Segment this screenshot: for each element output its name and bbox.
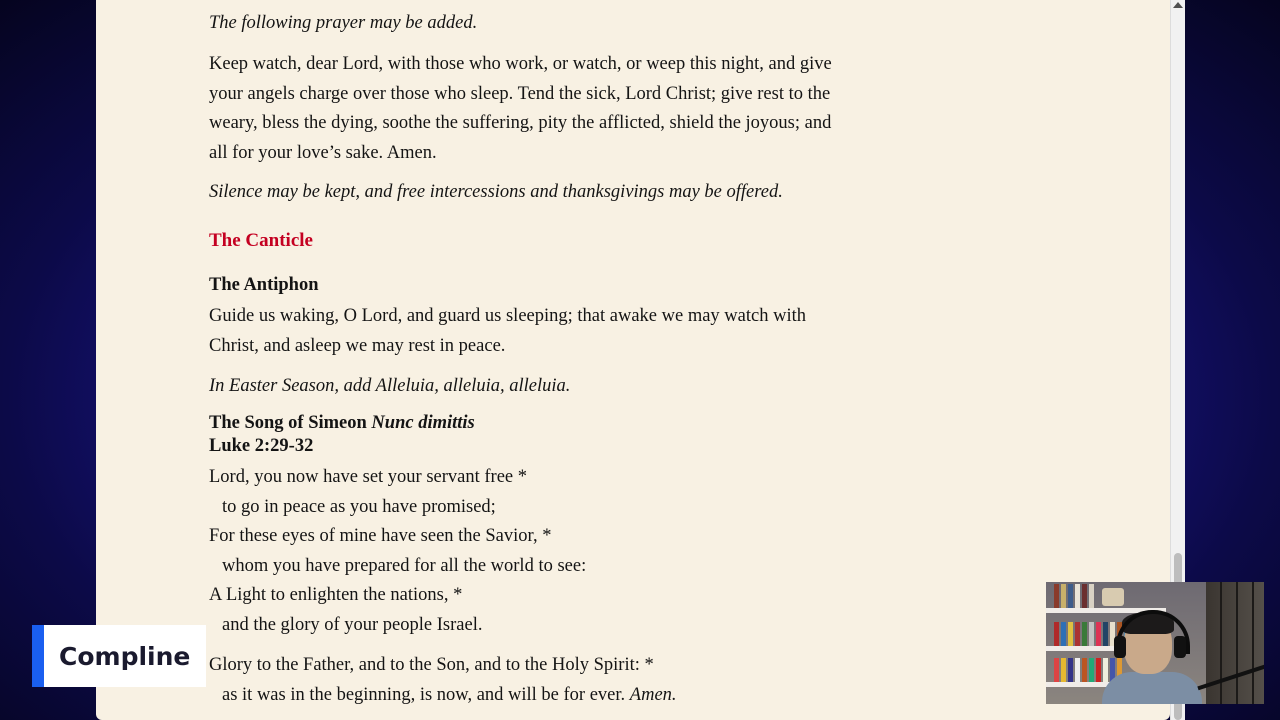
rubric-easter: In Easter Season, add Alleluia, alleluia, alleluia. bbox=[209, 376, 571, 396]
gloria-amen: Amen. bbox=[629, 685, 677, 705]
rubric-silence: Silence may be kept, and free intercessions and thanksgivings may be offered. bbox=[209, 182, 783, 202]
canticle-verses bbox=[209, 463, 869, 641]
headset-earcup-left bbox=[1114, 636, 1126, 658]
antiphon-text: Guide us waking, O Lord, and guard us sleeping; that awake we may watch with Christ, and asleep we may rest in peace. bbox=[209, 306, 806, 356]
section-title: The Canticle bbox=[209, 230, 313, 251]
gloria-line-2 bbox=[209, 681, 677, 711]
document-page bbox=[96, 0, 1170, 720]
canticle-line: whom you have prepared for all the world to see: bbox=[222, 555, 587, 576]
prayer-text: Keep watch, dear Lord, with those who work, or watch, or weep this night, and give your angels charge over those who sleep. Tend the sick, Lord Christ; give rest to the weary, bless the dying, soothe the suffering, pity the afflicted, shield the joyous; and all for your love’s sake. Amen. bbox=[209, 54, 832, 163]
song-latin-title: Nunc dimittis bbox=[371, 413, 475, 433]
lower-third-label: Compline bbox=[59, 641, 191, 671]
canticle-line: and the glory of your people Israel. bbox=[222, 614, 483, 635]
canticle-line: Lord, you now have set your servant free * bbox=[209, 467, 527, 487]
lower-third-accent-bar bbox=[32, 625, 44, 687]
canticle-line: to go in peace as you have promised; bbox=[222, 496, 496, 517]
song-reference: Luke 2:29-32 bbox=[209, 436, 314, 456]
rubric-prayer: The following prayer may be added. bbox=[209, 13, 478, 33]
webcam-overlay bbox=[1046, 582, 1264, 704]
headset-earcup-right bbox=[1174, 636, 1186, 658]
lamp-icon bbox=[1102, 588, 1124, 606]
gloria-line-2-text: as it was in the beginning, is now, and will be for ever. bbox=[222, 685, 626, 705]
canticle-line: For these eyes of mine have seen the Savior, * bbox=[209, 526, 552, 547]
song-title-line bbox=[209, 412, 475, 435]
antiphon-heading: The Antiphon bbox=[209, 275, 319, 295]
canticle-line: A Light to enlighten the nations, * bbox=[209, 585, 463, 606]
gloria-line-1: Glory to the Father, and to the Son, and to the Holy Spirit: * bbox=[209, 655, 654, 675]
scroll-up-arrow-icon[interactable] bbox=[1173, 2, 1183, 8]
lower-third-overlay bbox=[32, 625, 206, 687]
books-row bbox=[1054, 584, 1094, 608]
song-title: The Song of Simeon bbox=[209, 413, 367, 433]
presenter-shirt bbox=[1102, 672, 1202, 704]
shoji-door bbox=[1206, 582, 1264, 704]
